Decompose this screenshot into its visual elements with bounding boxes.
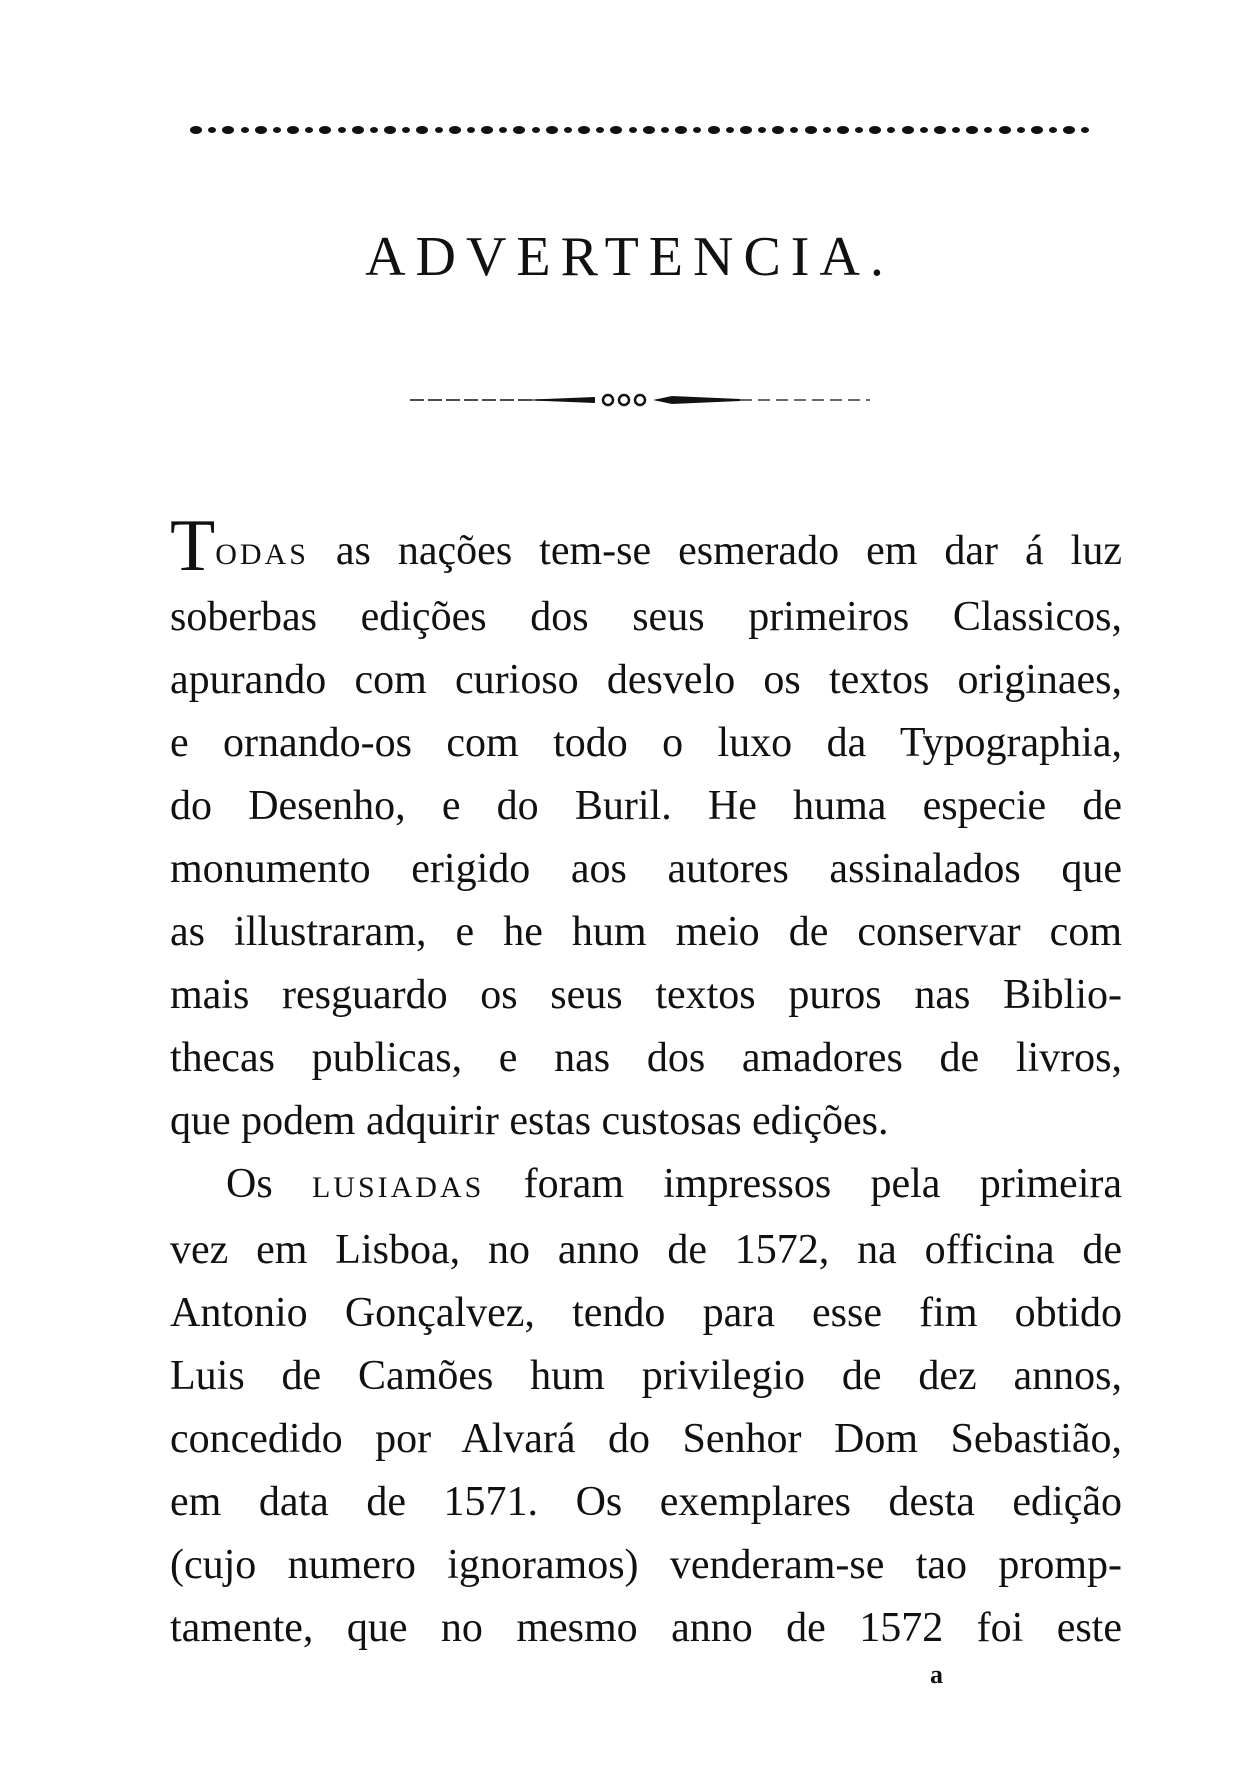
small-caps-lead: LUSIADAS xyxy=(311,1171,485,1204)
rule-bead xyxy=(499,127,507,133)
rule-bead xyxy=(837,126,849,134)
text-line: apurando com curioso desvelo os textos originaes, xyxy=(170,657,1122,703)
rule-bead xyxy=(693,127,701,133)
rule-bead xyxy=(887,127,895,133)
text-line: que podem adquirir estas custosas edições. xyxy=(170,1098,889,1144)
text-line: tamente, que no mesmo anno de 1572 foi este xyxy=(170,1605,1122,1651)
rule-bead xyxy=(481,126,493,134)
title-divider-ornament xyxy=(410,390,870,410)
rule-bead xyxy=(190,126,202,134)
rule-bead xyxy=(416,126,428,134)
text-line: mais resguardo os seus textos puros nas Biblio- xyxy=(170,972,1122,1018)
rule-bead xyxy=(273,127,281,133)
drop-cap: T xyxy=(170,505,216,587)
body-text xyxy=(170,505,1122,1660)
rule-bead xyxy=(435,127,443,133)
rule-bead xyxy=(564,127,572,133)
rule-bead xyxy=(855,127,863,133)
rule-bead xyxy=(966,126,978,134)
rule-bead xyxy=(902,126,914,134)
rule-bead xyxy=(1031,126,1043,134)
rule-bead xyxy=(823,127,831,133)
rule-bead xyxy=(338,127,346,133)
text-line: vez em Lisboa, no anno de 1572, na officina de xyxy=(170,1227,1122,1273)
rule-bead xyxy=(402,127,410,133)
top-ornamental-rule xyxy=(190,123,1090,137)
rule-bead xyxy=(352,126,364,134)
rule-bead xyxy=(920,127,928,133)
rule-bead xyxy=(772,126,784,134)
text-line: e ornando-os com todo o luxo da Typographia, xyxy=(170,720,1122,766)
rule-bead xyxy=(596,127,604,133)
rule-bead xyxy=(999,126,1011,134)
text-line: soberbas edições dos seus primeiros Classicos, xyxy=(170,594,1122,640)
text-line: (cujo numero ignoramos) venderam-se tao promp- xyxy=(170,1542,1122,1588)
rule-bead xyxy=(546,126,558,134)
rule-bead xyxy=(1081,127,1089,133)
text-line: TODAS as nações tem-se esmerado em dar á luz xyxy=(170,505,1122,587)
rule-bead xyxy=(805,126,817,134)
text-line: monumento erigido aos autores assinalados que xyxy=(170,846,1122,892)
rule-bead xyxy=(370,127,378,133)
rule-bead xyxy=(740,126,752,134)
text-line: em data de 1571. Os exemplares desta edição xyxy=(170,1479,1122,1525)
rule-bead xyxy=(661,127,669,133)
rule-bead xyxy=(384,126,396,134)
rule-bead xyxy=(610,126,622,134)
rule-bead xyxy=(984,127,992,133)
rule-bead xyxy=(208,127,216,133)
rule-bead xyxy=(952,127,960,133)
rule-bead xyxy=(1017,127,1025,133)
rule-bead xyxy=(467,127,475,133)
rule-bead xyxy=(319,126,331,134)
rule-bead xyxy=(1049,127,1057,133)
rule-bead xyxy=(255,126,267,134)
text-line: concedido por Alvará do Senhor Dom Sebastião, xyxy=(170,1416,1122,1462)
paragraph-2 xyxy=(170,1153,1122,1660)
rule-bead xyxy=(532,127,540,133)
paragraph-1 xyxy=(170,505,1122,1153)
rule-bead xyxy=(869,126,881,134)
rule-bead xyxy=(222,126,234,134)
rule-bead xyxy=(1063,126,1075,134)
text-line: do Desenho, e do Buril. He huma especie de xyxy=(170,783,1122,829)
text-line: as illustraram, e he hum meio de conservar com xyxy=(170,909,1122,955)
rule-bead xyxy=(305,127,313,133)
rule-bead xyxy=(726,127,734,133)
text-line: Os LUSIADAS foram impressos pela primeira xyxy=(226,1161,1122,1207)
text-line: Luis de Camões hum privilegio de dez annos, xyxy=(170,1353,1122,1399)
text-line: thecas publicas, e nas dos amadores de livros, xyxy=(170,1035,1122,1081)
rule-bead xyxy=(758,127,766,133)
rule-bead xyxy=(675,126,687,134)
rule-bead xyxy=(708,126,720,134)
rule-bead xyxy=(241,127,249,133)
rule-bead xyxy=(449,126,461,134)
rule-bead xyxy=(629,127,637,133)
text-line: Antonio Gonçalvez, tendo para esse fim obtido xyxy=(170,1290,1122,1336)
signature-mark: a xyxy=(930,1660,943,1689)
small-caps-lead: ODAS xyxy=(215,538,309,571)
rule-bead xyxy=(643,126,655,134)
page-title: ADVERTENCIA. xyxy=(365,226,894,288)
rule-bead xyxy=(578,126,590,134)
rule-bead xyxy=(790,127,798,133)
rule-bead xyxy=(934,126,946,134)
rule-bead xyxy=(287,126,299,134)
rule-bead xyxy=(513,126,525,134)
